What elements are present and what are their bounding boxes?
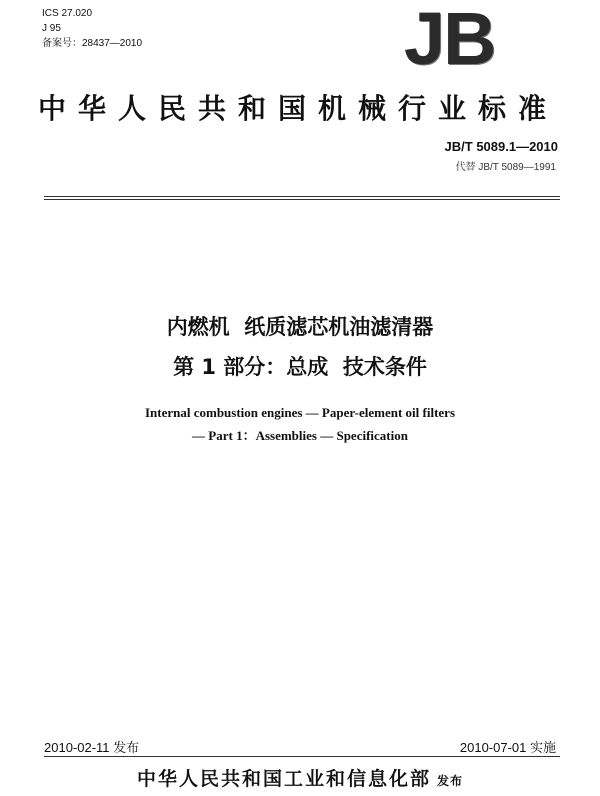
replaces-standard: 代替 JB/T 5089—1991: [455, 162, 556, 173]
english-title-line1: Internal combustion engines — Paper-element oil filters: [144, 405, 456, 420]
organization-title: 中华人民共和国机械行业标准: [38, 92, 559, 125]
issue-date: 2010-02-11 发布: [44, 740, 140, 755]
implementation-date: 2010-07-01 实施: [459, 740, 556, 755]
chinese-title-line2: 第 1 部分：总成 技术条件: [173, 355, 427, 379]
standard-number: JB/T 5089.1—2010: [444, 139, 558, 154]
issuer-name: 中华人民共和国工业和信息化部: [136, 768, 431, 790]
footer-divider: [44, 756, 560, 757]
ics-code: ICS 27.020: [42, 8, 93, 19]
chinese-title-line1: 内燃机 纸质滤芯机油滤清器: [166, 315, 434, 339]
classification-code: J 95: [42, 23, 61, 34]
english-title-line2: — Part 1：Assemblies — Specification: [192, 428, 408, 443]
header-divider-bottom: [44, 199, 560, 200]
filing-number: 备案号：28437—2010: [42, 38, 143, 49]
header-divider-top: [44, 196, 560, 197]
issuer-line: [0, 766, 600, 794]
issuer-action: 发布: [437, 774, 464, 788]
jb-logo: JB: [404, 0, 495, 80]
